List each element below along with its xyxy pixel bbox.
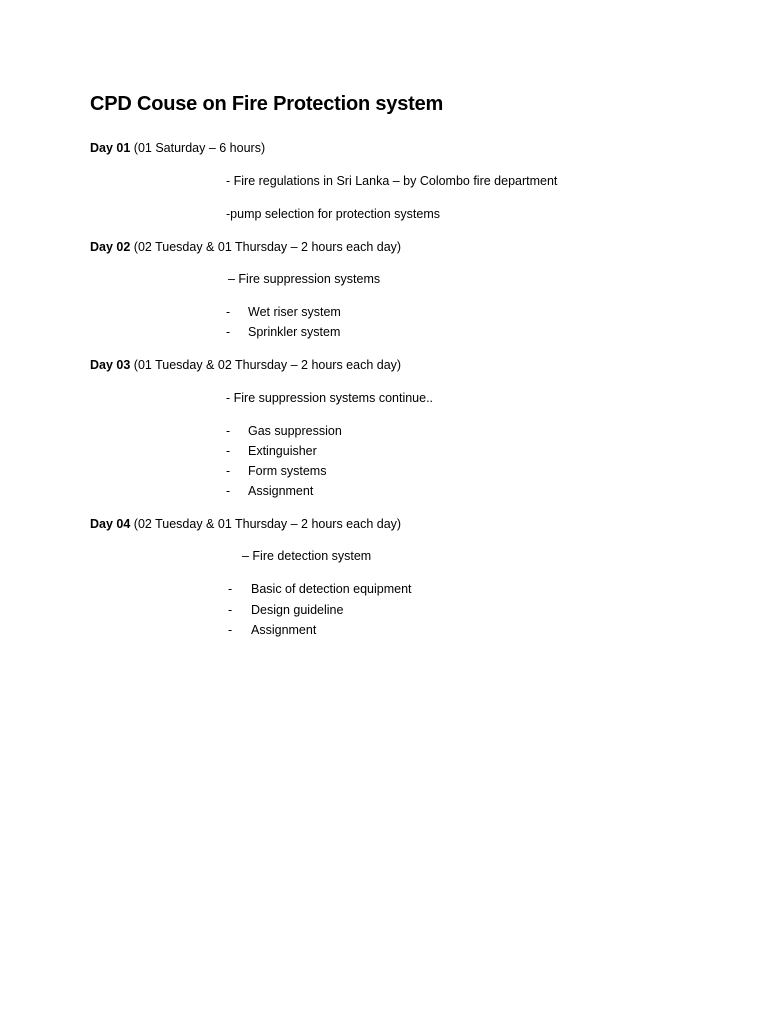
day-label: Day 02 [90,240,131,254]
list-bullet: - [226,444,231,458]
day-label: Day 01 [90,141,131,155]
list-item: Extinguisher [248,444,317,458]
day-label: Day 04 [90,517,131,531]
day-01-topic-1: - Fire regulations in Sri Lanka – by Colombo fire department [226,174,558,188]
list-item: Wet riser system [248,305,341,319]
day-schedule: (02 Tuesday & 01 Thursday – 2 hours each day) [130,517,402,531]
list-item: Assignment [248,484,314,498]
day-label: Day 03 [90,358,131,372]
list-bullet: - [228,603,233,617]
day-03-heading [90,357,401,373]
page-title: CPD Couse on Fire Protection system [90,93,444,115]
day-schedule: (02 Tuesday & 01 Thursday – 2 hours each day) [130,240,402,254]
list-bullet: - [228,582,233,596]
list-bullet: - [228,623,233,637]
list-item: Design guideline [251,603,344,617]
day-01-topic-2: -pump selection for protection systems [226,207,440,221]
list-bullet: - [226,484,231,498]
list-item: Basic of detection equipment [251,582,412,596]
list-item: Form systems [248,464,327,478]
day-03-topic-1: - Fire suppression systems continue.. [226,391,434,405]
list-item: Sprinkler system [248,325,341,339]
list-bullet: - [226,305,231,319]
list-item: Gas suppression [248,424,342,438]
day-04-heading [90,516,401,532]
list-bullet: - [226,424,231,438]
list-bullet: - [226,464,231,478]
day-02-topic-1: – Fire suppression systems [228,272,381,286]
day-01-heading [90,140,265,156]
day-schedule: (01 Saturday – 6 hours) [130,141,266,155]
day-04-topic-1: – Fire detection system [242,549,372,563]
day-02-heading [90,239,401,255]
list-bullet: - [226,325,231,339]
list-item: Assignment [251,623,317,637]
day-schedule: (01 Tuesday & 02 Thursday – 2 hours each day) [130,358,402,372]
